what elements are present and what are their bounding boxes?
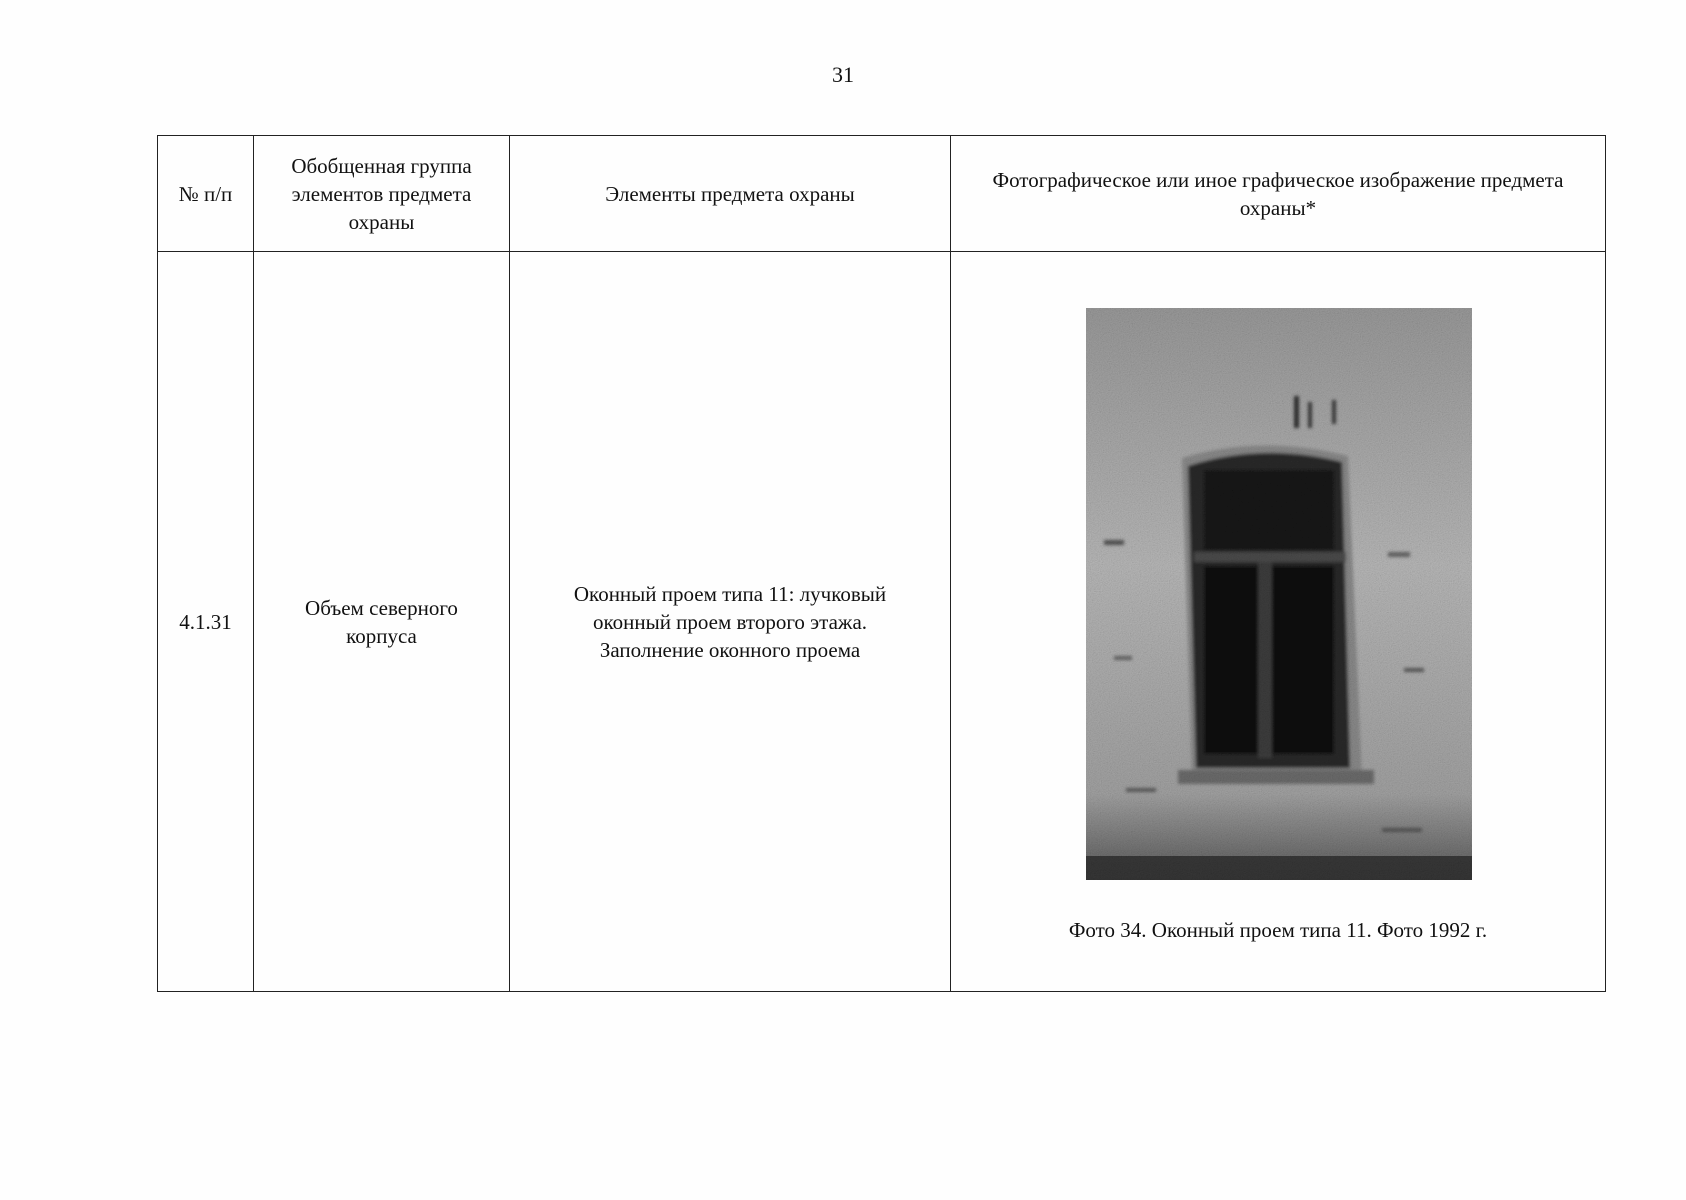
row-photo-cell — [951, 252, 1606, 992]
header-num: № п/п — [158, 136, 254, 252]
table-row — [158, 252, 1606, 992]
row-group: Объем северного корпуса — [254, 252, 510, 992]
header-group: Обобщенная группа элементов предмета охраны — [254, 136, 510, 252]
photo-caption: Фото 34. Оконный проем типа 11. Фото 1992 г. — [1068, 918, 1488, 942]
page-number: 31 — [832, 62, 854, 87]
row-num: 4.1.31 — [158, 252, 254, 992]
window-photo-icon — [1086, 308, 1472, 880]
header-row — [158, 136, 1606, 252]
row-elements: Оконный проем типа 11: лучковый оконный проем второго этажа. Заполнение оконного проема — [510, 252, 951, 992]
header-image: Фотографическое или иное графическое изображение предмета охраны* — [951, 136, 1606, 252]
protection-table — [157, 135, 1606, 992]
header-elements: Элементы предмета охраны — [510, 136, 951, 252]
